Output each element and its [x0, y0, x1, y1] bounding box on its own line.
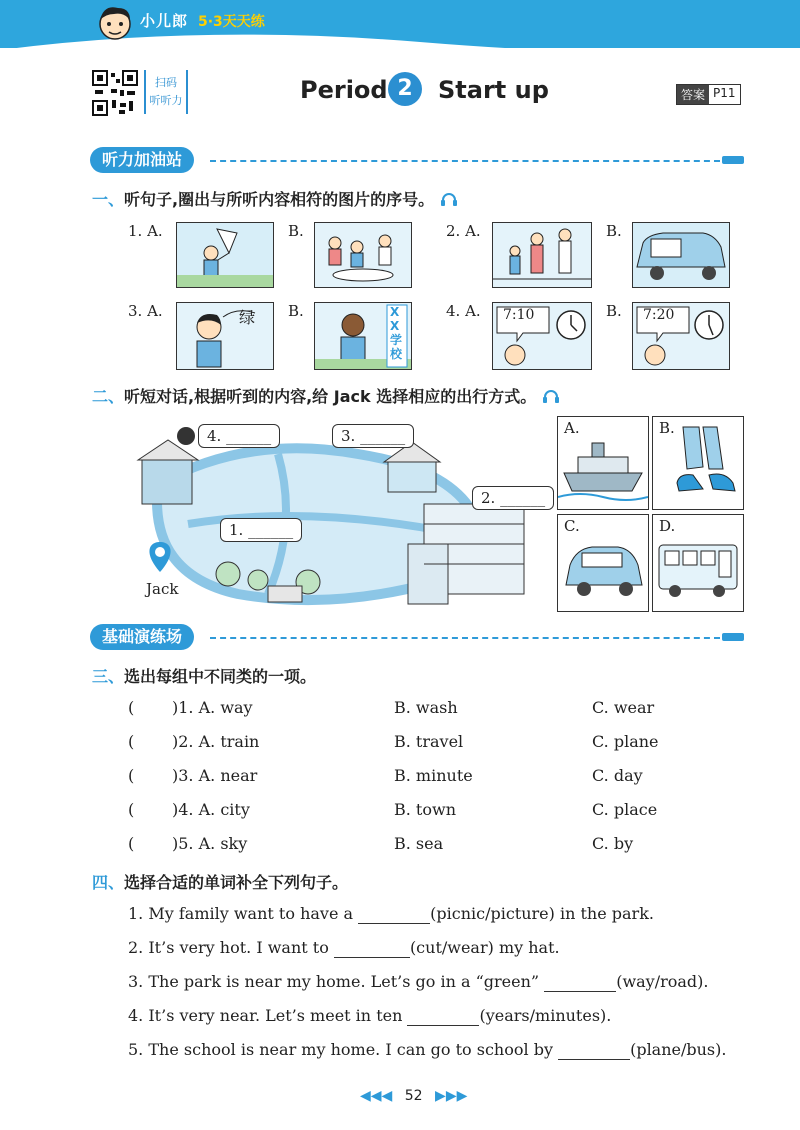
q3-row-3	[128, 766, 748, 785]
transport-option-c[interactable]	[557, 514, 649, 612]
option-c: C. plane	[592, 732, 659, 751]
jack-label: Jack	[146, 580, 179, 598]
kite-boy-icon	[177, 223, 273, 287]
q1-item3-picture-b[interactable]	[314, 302, 412, 370]
sentence-before: The school is near my home. I can go to school by	[148, 1040, 553, 1059]
option-a-label: A.	[564, 419, 580, 437]
section-divider	[210, 160, 720, 162]
answer-paren[interactable]: (	[128, 698, 135, 717]
zoo-building-icon	[138, 427, 198, 504]
sentence-before: My family want to have a	[148, 904, 354, 923]
sentence-number: 3.	[128, 972, 144, 991]
sentence-number: 5.	[128, 1040, 144, 1059]
scan-listen-label	[144, 70, 188, 114]
q1-heading	[92, 187, 458, 210]
q1-item2-label: 2. A.	[446, 222, 481, 240]
scan-line-2: 听听力	[149, 94, 183, 107]
sentence-after: (picnic/picture) in the park.	[430, 904, 654, 923]
answer-paren[interactable]: (	[128, 766, 135, 785]
q1-item4-picture-a[interactable]	[492, 302, 592, 370]
q3-number: 三、	[92, 667, 125, 686]
answer-paren[interactable]: (	[128, 834, 135, 853]
q4-sentence-1	[128, 904, 654, 924]
q1-item4-b-label: B.	[606, 302, 622, 320]
q1-item1-label: 1. A.	[128, 222, 163, 240]
q4-sentence-2	[128, 938, 560, 958]
q3-row-2	[128, 732, 748, 751]
q4-sentence-3	[128, 972, 709, 992]
answer-blank[interactable]	[358, 904, 430, 924]
transport-option-a[interactable]	[557, 416, 649, 510]
scan-line-1: 扫码	[155, 76, 177, 89]
answer-blank[interactable]	[334, 938, 410, 958]
answer-paren[interactable]: (	[128, 800, 135, 819]
option-b: B. minute	[394, 766, 473, 785]
brand-subtitle: 5·3天天练	[198, 14, 265, 30]
option-c: C. day	[592, 766, 643, 785]
q3-row-1	[128, 698, 748, 717]
q1-item1-picture-a[interactable]	[176, 222, 274, 288]
brand-name: 小儿郎	[140, 12, 189, 30]
q4-number: 四、	[92, 873, 125, 892]
time-b-text: 7:20	[643, 307, 675, 323]
q1-item4-picture-b[interactable]	[632, 302, 730, 370]
page-footer	[360, 1088, 467, 1104]
option-b: B. sea	[394, 834, 444, 853]
q1-number: 一、	[92, 190, 125, 209]
section-listening-tab: 听力加油站	[90, 147, 194, 173]
answer-paren[interactable]: (	[128, 732, 135, 751]
school-building-icon	[408, 504, 524, 604]
answer-blank[interactable]	[407, 1006, 479, 1026]
q4-sentence-5	[128, 1040, 726, 1060]
q1-item2-b-label: B.	[606, 222, 622, 240]
route-bubble-1[interactable]: 1. ______	[220, 518, 302, 542]
page-title-period: Period	[300, 76, 388, 104]
time-a-text: 7:10	[503, 307, 535, 323]
q1-item4-label: 4. A.	[446, 302, 481, 320]
period-number-badge: 2	[388, 72, 422, 106]
q1-item3-b-label: B.	[288, 302, 304, 320]
option-a: )3. A. near	[172, 766, 258, 785]
sentence-number: 4.	[128, 1006, 144, 1025]
q2-number: 二、	[92, 387, 125, 406]
section-divider	[210, 637, 720, 639]
option-b: B. travel	[394, 732, 464, 751]
sentence-before: It’s very near. Let’s meet in ten	[148, 1006, 403, 1025]
q1-item2-picture-a[interactable]	[492, 222, 592, 288]
page-number: 52	[404, 1088, 423, 1104]
q3-heading	[92, 664, 316, 687]
option-a: )4. A. city	[172, 800, 250, 819]
option-d-label: D.	[659, 517, 676, 535]
house-icon	[384, 442, 440, 492]
pencil-icon	[722, 156, 744, 164]
next-arrows-icon: ▶▶▶	[435, 1088, 468, 1104]
answer-page-ref[interactable]	[676, 84, 741, 105]
route-bubble-2[interactable]: 2. ______	[472, 486, 554, 510]
page-title-topic: Start up	[438, 76, 549, 104]
sentence-after: (cut/wear) my hat.	[409, 938, 560, 957]
sentence-after: (way/road).	[616, 972, 709, 991]
q1-item3-label: 3. A.	[128, 302, 163, 320]
pencil-icon	[722, 633, 744, 641]
q1-item1-picture-b[interactable]	[314, 222, 412, 288]
headphones-icon[interactable]	[440, 191, 458, 207]
transport-option-d[interactable]	[652, 514, 744, 612]
q1-item2-picture-b[interactable]	[632, 222, 730, 288]
q4-heading	[92, 870, 348, 893]
option-b-label: B.	[659, 419, 675, 437]
option-c-label: C.	[564, 517, 580, 535]
q4-sentence-4	[128, 1006, 611, 1026]
option-c: C. by	[592, 834, 634, 853]
route-bubble-4[interactable]: 4. ______	[198, 424, 280, 448]
location-pin-icon	[149, 542, 170, 572]
qr-code-icon[interactable]	[92, 70, 138, 116]
answer-label: 答案	[677, 85, 709, 104]
transport-option-b[interactable]	[652, 416, 744, 510]
sentence-number: 1.	[128, 904, 144, 923]
section-basic-tab: 基础演练场	[90, 624, 194, 650]
answer-blank[interactable]	[544, 972, 616, 992]
headphones-icon[interactable]	[542, 388, 560, 404]
family-picnic-icon	[315, 223, 411, 287]
q3-title: 选出每组中不同类的一项。	[124, 667, 317, 686]
prev-arrows-icon: ◀◀◀	[360, 1088, 393, 1104]
option-b: B. wash	[394, 698, 458, 717]
car-icon	[633, 223, 729, 287]
school-sign-text: XX学校	[390, 305, 403, 361]
q1-item3-picture-a[interactable]	[176, 302, 274, 370]
option-a: )2. A. train	[172, 732, 260, 751]
sentence-number: 2.	[128, 938, 144, 957]
q1-item1-b-label: B.	[288, 222, 304, 240]
option-c: C. wear	[592, 698, 655, 717]
sentence-after: (years/minutes).	[479, 1006, 612, 1025]
sentence-after: (plane/bus).	[630, 1040, 727, 1059]
sentence-before: The park is near my home. Let’s go in a “green”	[148, 972, 540, 991]
green-char-text: 绿	[239, 308, 256, 327]
option-b: B. town	[394, 800, 456, 819]
option-a: )5. A. sky	[172, 834, 248, 853]
route-bubble-3[interactable]: 3. ______	[332, 424, 414, 448]
q3-row-4	[128, 800, 748, 819]
boy-mascot-icon	[94, 2, 136, 48]
option-a: )1. A. way	[172, 698, 253, 717]
sentence-before: It’s very hot. I want to	[148, 938, 329, 957]
boy-green-icon	[177, 303, 273, 369]
q3-row-5	[128, 834, 748, 853]
q1-title: 听句子,圈出与所听内容相符的图片的序号。	[124, 190, 435, 209]
answer-blank[interactable]	[558, 1040, 630, 1060]
answer-page: P11	[713, 86, 736, 100]
q2-title: 听短对话,根据听到的内容,给 Jack 选择相应的出行方式。	[124, 387, 537, 406]
q2-heading	[92, 384, 560, 407]
q4-title: 选择合适的单词补全下列句子。	[124, 873, 349, 892]
family-walking-icon	[493, 223, 591, 287]
option-c: C. place	[592, 800, 658, 819]
